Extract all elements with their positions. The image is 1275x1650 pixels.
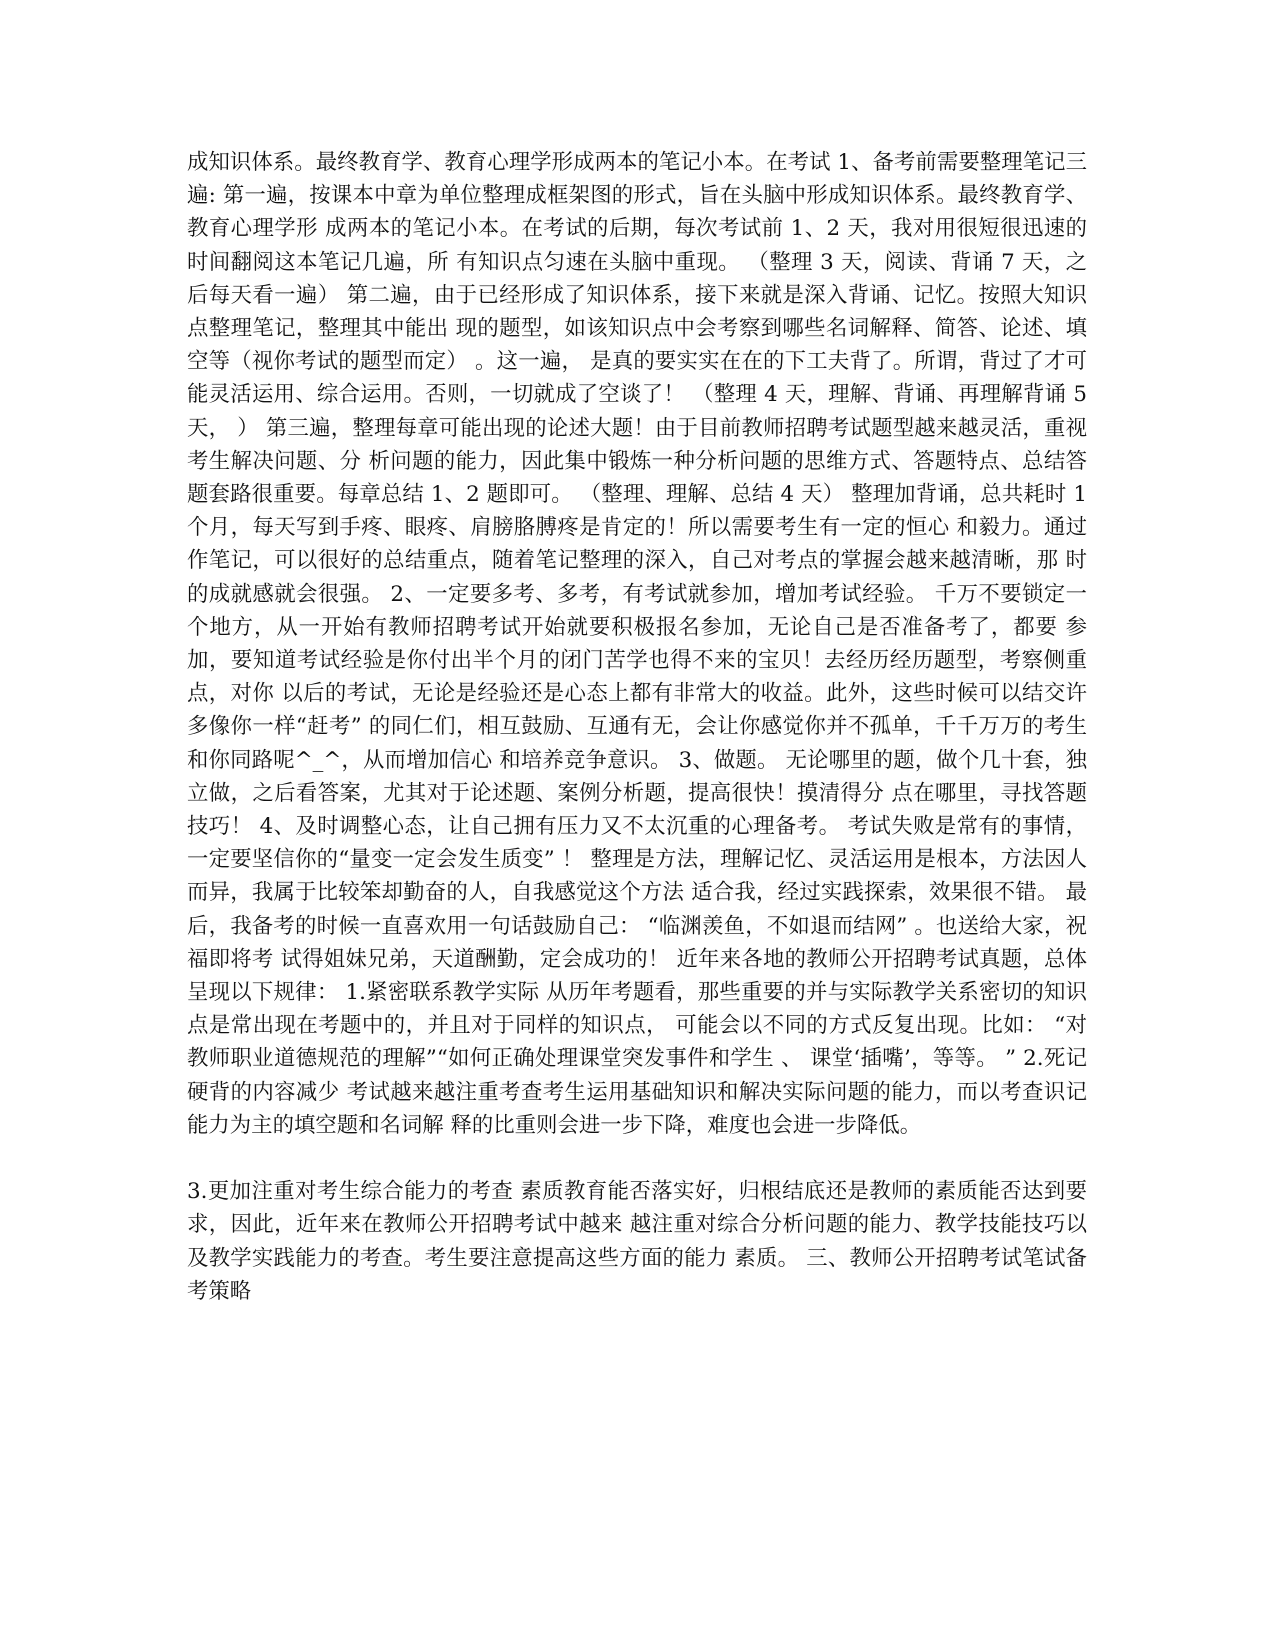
body-paragraph-2: 3.更加注重对考生综合能力的考查 素质教育能否落实好，归根结底还是教师的素质能否达到要求，因此，近年来在教师公开招聘考试中越来 越注重对综合分析问题的能力、教学技能技巧以及教学实践能力的考查。考生要注意提高这些方面的能力 素质。 三、教师公开招聘考试笔试备考策略 (187, 1179, 1087, 1304)
body-paragraph-1: 成知识体系。最终教育学、教育心理学形成两本的笔记小本。在考试 1、备考前需要整理笔记三遍: 第一遍，按课本中章为单位整理成框架图的形式，旨在头脑中形成知识体系。最终教育学、教育心理学形 成两本的笔记小本。在考试的后期，每次考试前 1、2 天，我对用很短很迅速的时间翻阅这本笔记几遍，所 有知识点匀速在头脑中重现。 （整理 3 天，阅读、背诵 7 天，之后每天看一遍） 第二遍，由于已经形成了知识体系，接下来就是深入背诵、记忆。按照大知识点整理笔记，整理其中能出 现的题型，如该知识点中会考察到哪些名词解释、简答、论述、填空等（视你考试的题型而定） 。这一遍， 是真的要实实在在的下工夫背了。所谓，背过了才可能灵活运用、综合运用。否则，一切就成了空谈了！ （整理 4 天，理解、背诵、再理解背诵 5 天， ） 第三遍，整理每章可能出现的论述大题！由于目前教师招聘考试题型越来越灵活，重视考生解决问题、分 析问题的能力，因此集中锻炼一种分析问题的思维方式、答题特点、总结答题套路很重要。每章总结 1、2 题即可。 （整理、理解、总结 4 天） 整理加背诵，总共耗时 1 个月，每天写到手疼、眼疼、肩膀胳膊疼是肯定的！所以需要考生有一定的恒心 和毅力。通过作笔记，可以很好的总结重点，随着笔记整理的深入，自己对考点的掌握会越来越清晰，那 时的成就感就会很强。 2、一定要多考、多考，有考试就参加，增加考试经验。 千万不要锁定一个地方，从一开始有教师招聘考试开始就要积极报名参加，无论自己是否准备考了，都要 参加，要知道考试经验是你付出半个月的闭门苦学也得不来的宝贝！去经历经历题型，考察侧重点，对你 以后的考试，无论是经验还是心态上都有非常大的收益。此外，这些时候可以结交许多像你一样“赶考” 的同仁们，相互鼓励、互通有无，会让你感觉你并不孤单，千千万万的考生和你同路呢^_^，从而增加信心 和培养竞争意识。 3、做题。 无论哪里的题，做个几十套，独立做，之后看答案，尤其对于论述题、案例分析题，提高很快！摸清得分 点在哪里，寻找答题技巧！ 4、及时调整心态，让自己拥有压力又不太沉重的心理备考。 考试失败是常有的事情，一定要坚信你的“量变一定会发生质变” ！ 整理是方法，理解记忆、灵活运用是根本，方法因人而异，我属于比较笨却勤奋的人，自我感觉这个方法 适合我，经过实践探索，效果很不错。 最后，我备考的时候一直喜欢用一句话鼓励自己： “临渊羡鱼，不如退而结网” 。也送给大家，祝福即将考 试得姐妹兄弟，天道酬勤，定会成功的！ 近年来各地的教师公开招聘考试真题，总体呈现以下规律： 1.紧密联系教学实际 从历年考题看，那些重要的并与实际教学关系密切的知识点是常出现在考题中的，并且对于同样的知识点， 可能会以不同的方式反复出现。比如： “对教师职业道德规范的理解”“如何正确处理课堂突发事件和学生 、 课堂‘插嘴’，等等。 ” 2.死记硬背的内容减少 考试越来越注重考查考生运用基础知识和解决实际问题的能力，而以考查识记能力为主的填空题和名词解 释的比重则会进一步下降，难度也会进一步降低。 (187, 150, 1087, 1138)
document-page (187, 146, 1087, 1308)
